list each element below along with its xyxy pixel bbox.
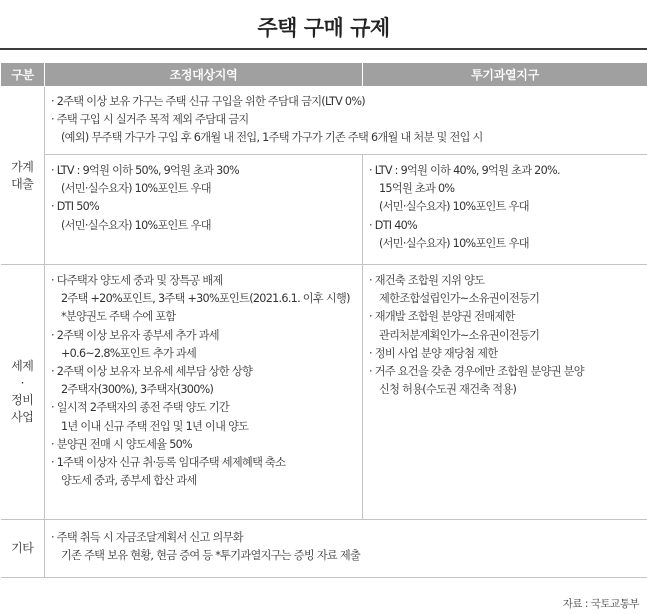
header-row: [1, 63, 647, 87]
category-household-loan: [1, 87, 45, 265]
list-item-detail: 2주택 +20%포인트, 3주택 +30%포인트(2021.6.1. 이후 시행): [61, 292, 350, 306]
list-item: · 2주택 이상 보유자 보유세 세부담 상한 상향: [51, 363, 356, 381]
table-row-etc: [1, 520, 647, 578]
tax-adjustment-cell: [45, 265, 363, 520]
list-item-detail: 신청 허용(수도권 재건축 적용): [379, 383, 517, 397]
category-etc: 기타: [1, 520, 45, 578]
list-item: · 주택 구입 시 실거주 목적 제외 주담대 금지: [51, 111, 642, 129]
list-item-detail: *분양권도 주택 수에 포함: [61, 310, 176, 324]
list-item-detail: (서민·실수요자) 10%포인트 우대: [61, 182, 211, 196]
list-item: · 1주택 이상자 신규 취·등록 임대주택 세제혜택 축소: [51, 454, 356, 472]
list-item: · LTV : 9억원 이하 50%, 9억원 초과 30%: [51, 162, 356, 180]
category-label: ·: [20, 376, 24, 390]
etc-shared-cell: [45, 520, 647, 578]
title-divider: [0, 48, 647, 50]
list-item-detail: 관리처분계획인가~소유권이전등기: [379, 328, 540, 342]
page-title: 주택 구매 규제: [257, 16, 390, 40]
list-item-detail: 15억원 초과 0%: [379, 182, 455, 196]
list-item: · 정비 사업 분양 재당첨 제한: [369, 345, 642, 363]
list-item: · 주택 취득 시 자금조달계획서 신고 의무화: [51, 529, 642, 547]
category-label: 정비: [11, 393, 34, 407]
list-item-detail: (서민·실수요자) 10%포인트 우대: [379, 236, 529, 250]
source-credit: 자료 : 국토교통부: [562, 598, 639, 610]
list-item: · 일시적 2주택자의 종전 주택 양도 기간: [51, 399, 356, 417]
list-item-detail: 제한조합설립인가~소유권이전등기: [379, 292, 540, 306]
list-item: · 재건축 조합원 지위 양도: [369, 272, 642, 290]
list-item: · 분양권 전매 시 양도세율 50%: [51, 436, 356, 454]
loan-shared-cell: [45, 87, 647, 155]
header-speculation-district: 투기과열지구: [363, 63, 647, 87]
list-item-detail: (서민·실수요자) 10%포인트 우대: [61, 218, 211, 232]
header-category: 구분: [1, 63, 45, 87]
list-item: · 다주택자 양도세 중과 및 장특공 배제: [51, 272, 356, 290]
list-item-detail: +0.6~2.8%포인트 추가 과세: [61, 346, 197, 360]
category-tax-redevelopment: [1, 265, 45, 520]
loan-adjustment-cell: [45, 155, 363, 265]
category-label: 가계: [11, 159, 34, 174]
table-row-loan-split: [1, 155, 647, 265]
list-item: · 2주택 이상 보유자 종부세 추가 과세: [51, 327, 356, 345]
list-item-detail: 양도세 중과, 종부세 합산 과세: [61, 474, 197, 488]
list-item-detail: 2주택자(300%), 3주택자(300%): [61, 383, 214, 397]
list-item: · DTI 40%: [369, 217, 642, 235]
category-label: 세제: [11, 359, 34, 373]
table-row-tax: [1, 265, 647, 520]
list-item: · 2주택 이상 보유 가구는 주택 신규 구입을 위한 주담대 금지(LTV 0%): [51, 93, 642, 111]
list-item: · LTV : 9억원 이하 40%, 9억원 초과 20%.: [369, 162, 642, 180]
list-item: · 재개발 조합원 분양권 전매제한: [369, 308, 642, 326]
table-row-loan-shared: [1, 87, 647, 155]
list-item-detail: (서민·실수요자) 10%포인트 우대: [379, 200, 529, 214]
tax-speculation-cell: [363, 265, 647, 520]
list-item: · 거주 요건을 갖춘 경우에만 조합원 분양권 분양: [369, 363, 642, 381]
category-label: 대출: [11, 176, 34, 191]
loan-speculation-cell: [363, 155, 647, 265]
regulation-table: [0, 62, 647, 578]
list-item-detail: (예외) 무주택 가구가 구입 후 6개월 내 전입, 1주택 가구가 기존 주택 6개월 내 처분 및 전입 시: [61, 131, 483, 145]
list-item-detail: 1년 이내 신규 주택 전입 및 1년 이내 양도: [61, 419, 249, 433]
list-item: · DTI 50%: [51, 198, 356, 216]
header-adjustment-area: 조정대상지역: [45, 63, 363, 87]
list-item-detail: 기존 주택 보유 현황, 현금 증여 등 *투기과열지구는 증빙 자료 제출: [61, 549, 361, 563]
category-label: 사업: [11, 410, 34, 424]
